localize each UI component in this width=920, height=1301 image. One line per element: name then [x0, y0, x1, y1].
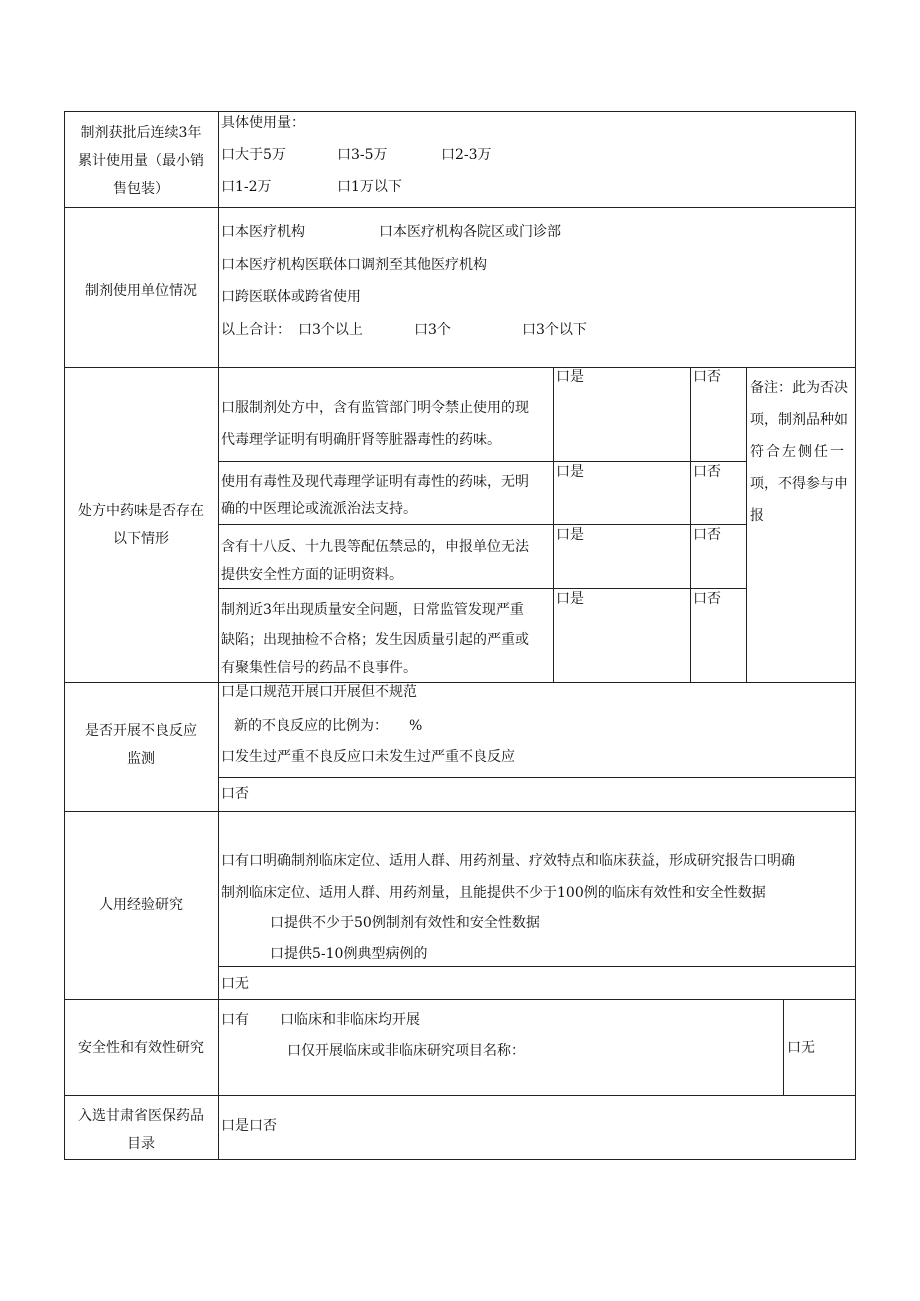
table-border-right: [855, 111, 856, 1160]
herbs-label-line: 处方中药味是否存在: [78, 503, 204, 519]
units-option-branches[interactable]: 口本医疗机构各院区或门诊部: [379, 224, 561, 240]
herbs-item3-no[interactable]: 口否: [693, 527, 721, 543]
usage-label: [66, 119, 216, 203]
row-divider: [64, 207, 856, 208]
usage-option-over5w[interactable]: 口大于5万: [221, 147, 286, 163]
adr-option-line[interactable]: 口是口规范开展口开展但不规范: [221, 684, 417, 700]
herbs-item1-no[interactable]: 口否: [693, 369, 721, 385]
units-option-cross[interactable]: 口跨医联体或跨省使用: [221, 289, 361, 305]
row-divider: [64, 1095, 856, 1096]
units-option-own[interactable]: 口本医疗机构: [221, 224, 305, 240]
safety-has-option[interactable]: 口有: [221, 1012, 249, 1028]
adr-no-option[interactable]: 口否: [221, 786, 249, 802]
safety-label: 安全性和有效性研究: [78, 1040, 204, 1056]
human-none-option[interactable]: 口无: [221, 976, 249, 992]
herbs-item-line: 有聚集性信号的药品不良事件。: [221, 660, 417, 676]
herbs-item3-yes[interactable]: 口是: [556, 527, 584, 543]
herbs-note-line: 备注：此为否决: [750, 380, 848, 396]
insurance-label-line: 目录: [127, 1136, 155, 1152]
herbs-sub-divider: [218, 588, 746, 589]
human-sub-divider: [218, 966, 856, 967]
usage-option-under1w[interactable]: 口1万以下: [337, 179, 402, 195]
safety-both-option[interactable]: 口临床和非临床均开展: [280, 1012, 420, 1028]
herbs-sub-divider: [218, 524, 746, 525]
adr-label: [66, 717, 216, 773]
usage-option-1to2w[interactable]: 口1-2万: [221, 179, 272, 195]
herbs-item-line: 制剂近3年出现质量安全问题，日常监管发现严重: [221, 602, 524, 618]
adr-label-line: 监测: [127, 751, 155, 767]
herbs-item-line: 提供安全性方面的证明资料。: [221, 567, 403, 583]
herbs-note-line: 符合左侧任一: [750, 444, 846, 460]
usage-option-3to5w[interactable]: 口3-5万: [337, 147, 388, 163]
insurance-options[interactable]: 口是口否: [221, 1118, 277, 1134]
adr-new-ratio: 新的不良反应的比例为： %: [234, 718, 423, 734]
safety-none-divider: [783, 999, 784, 1095]
adr-sub-divider: [218, 777, 856, 778]
herbs-item-line: 使用有毒性及现代毒理学证明有毒性的药味，无明: [221, 474, 529, 490]
insurance-label: [66, 1102, 216, 1158]
units-total-over3[interactable]: 口3个以上: [298, 322, 363, 338]
herbs-label: [66, 497, 216, 553]
herbs-item4-yes[interactable]: 口是: [556, 591, 584, 607]
table-border-top: [64, 111, 856, 112]
human-option-typical[interactable]: 口提供5-10例典型病例的: [270, 946, 428, 962]
row-divider: [64, 367, 856, 368]
herbs-item-line: 口服制剂处方中，含有监管部门明令禁止使用的现: [221, 400, 529, 416]
herbs-item-line: 含有十八反、十九畏等配伍禁忌的，申报单位无法: [221, 539, 529, 555]
table-border-left: [64, 111, 65, 1160]
insurance-label-line: 入选甘肃省医保药品: [78, 1108, 204, 1124]
usage-option-2to3w[interactable]: 口2-3万: [441, 147, 492, 163]
adr-label-line: 是否开展不良反应: [85, 723, 197, 739]
safety-none-option[interactable]: 口无: [787, 1040, 815, 1056]
units-total-3[interactable]: 口3个: [414, 322, 451, 338]
table-border-bottom: [64, 1159, 856, 1160]
row-divider: [64, 811, 856, 812]
row-divider: [64, 682, 856, 683]
herbs-note: [750, 372, 853, 532]
herbs-label-line: 以下情形: [113, 531, 169, 547]
units-total-under3[interactable]: 口3个以下: [522, 322, 587, 338]
herbs-item2-no[interactable]: 口否: [693, 464, 721, 480]
herbs-note-line: 项，不得参与申: [750, 476, 848, 492]
human-label: 人用经验研究: [99, 897, 183, 913]
usage-label-line: 售包装）: [113, 181, 169, 197]
safety-only-option[interactable]: 口仅开展临床或非临床研究项目名称：: [287, 1043, 525, 1059]
human-line[interactable]: 口有口明确制剂临床定位、适用人群、用药剂量、疗效特点和临床获益，形成研究报告口明确: [221, 853, 795, 869]
herbs-note-divider: [746, 367, 747, 682]
adr-severe-line[interactable]: 口发生过严重不良反应口未发生过严重不良反应: [221, 749, 515, 765]
herbs-sub-divider: [218, 461, 746, 462]
herbs-note-line: 报: [750, 508, 764, 524]
units-option-alliance[interactable]: 口本医疗机构医联体口调剂至其他医疗机构: [221, 257, 487, 273]
usage-title: 具体使用量：: [221, 115, 305, 131]
herbs-item-line: 代毒理学证明有明确肝肾等脏器毒性的药味。: [221, 432, 501, 448]
units-label: 制剂使用单位情况: [85, 283, 197, 299]
herbs-item4-no[interactable]: 口否: [693, 591, 721, 607]
herbs-note-line: 项，制剂品种如: [750, 412, 848, 428]
row-divider: [64, 999, 856, 1000]
units-total-label: 以上合计：: [221, 322, 291, 338]
human-option-50cases[interactable]: 口提供不少于50例制剂有效性和安全性数据: [270, 915, 540, 931]
usage-label-line: 累计使用量（最小销: [78, 153, 204, 169]
herbs-item1-yes[interactable]: 口是: [556, 369, 584, 385]
label-column-divider: [218, 111, 219, 1160]
herbs-item2-yes[interactable]: 口是: [556, 464, 584, 480]
usage-label-line: 制剂获批后连续3年: [80, 125, 202, 141]
human-line: 制剂临床定位、适用人群、用药剂量，且能提供不少于100例的临床有效性和安全性数据: [221, 885, 766, 901]
herbs-item-line: 确的中医理论或流派治法支持。: [221, 501, 417, 517]
herbs-item-line: 缺陷；出现抽检不合格；发生因质量引起的严重或: [221, 632, 529, 648]
